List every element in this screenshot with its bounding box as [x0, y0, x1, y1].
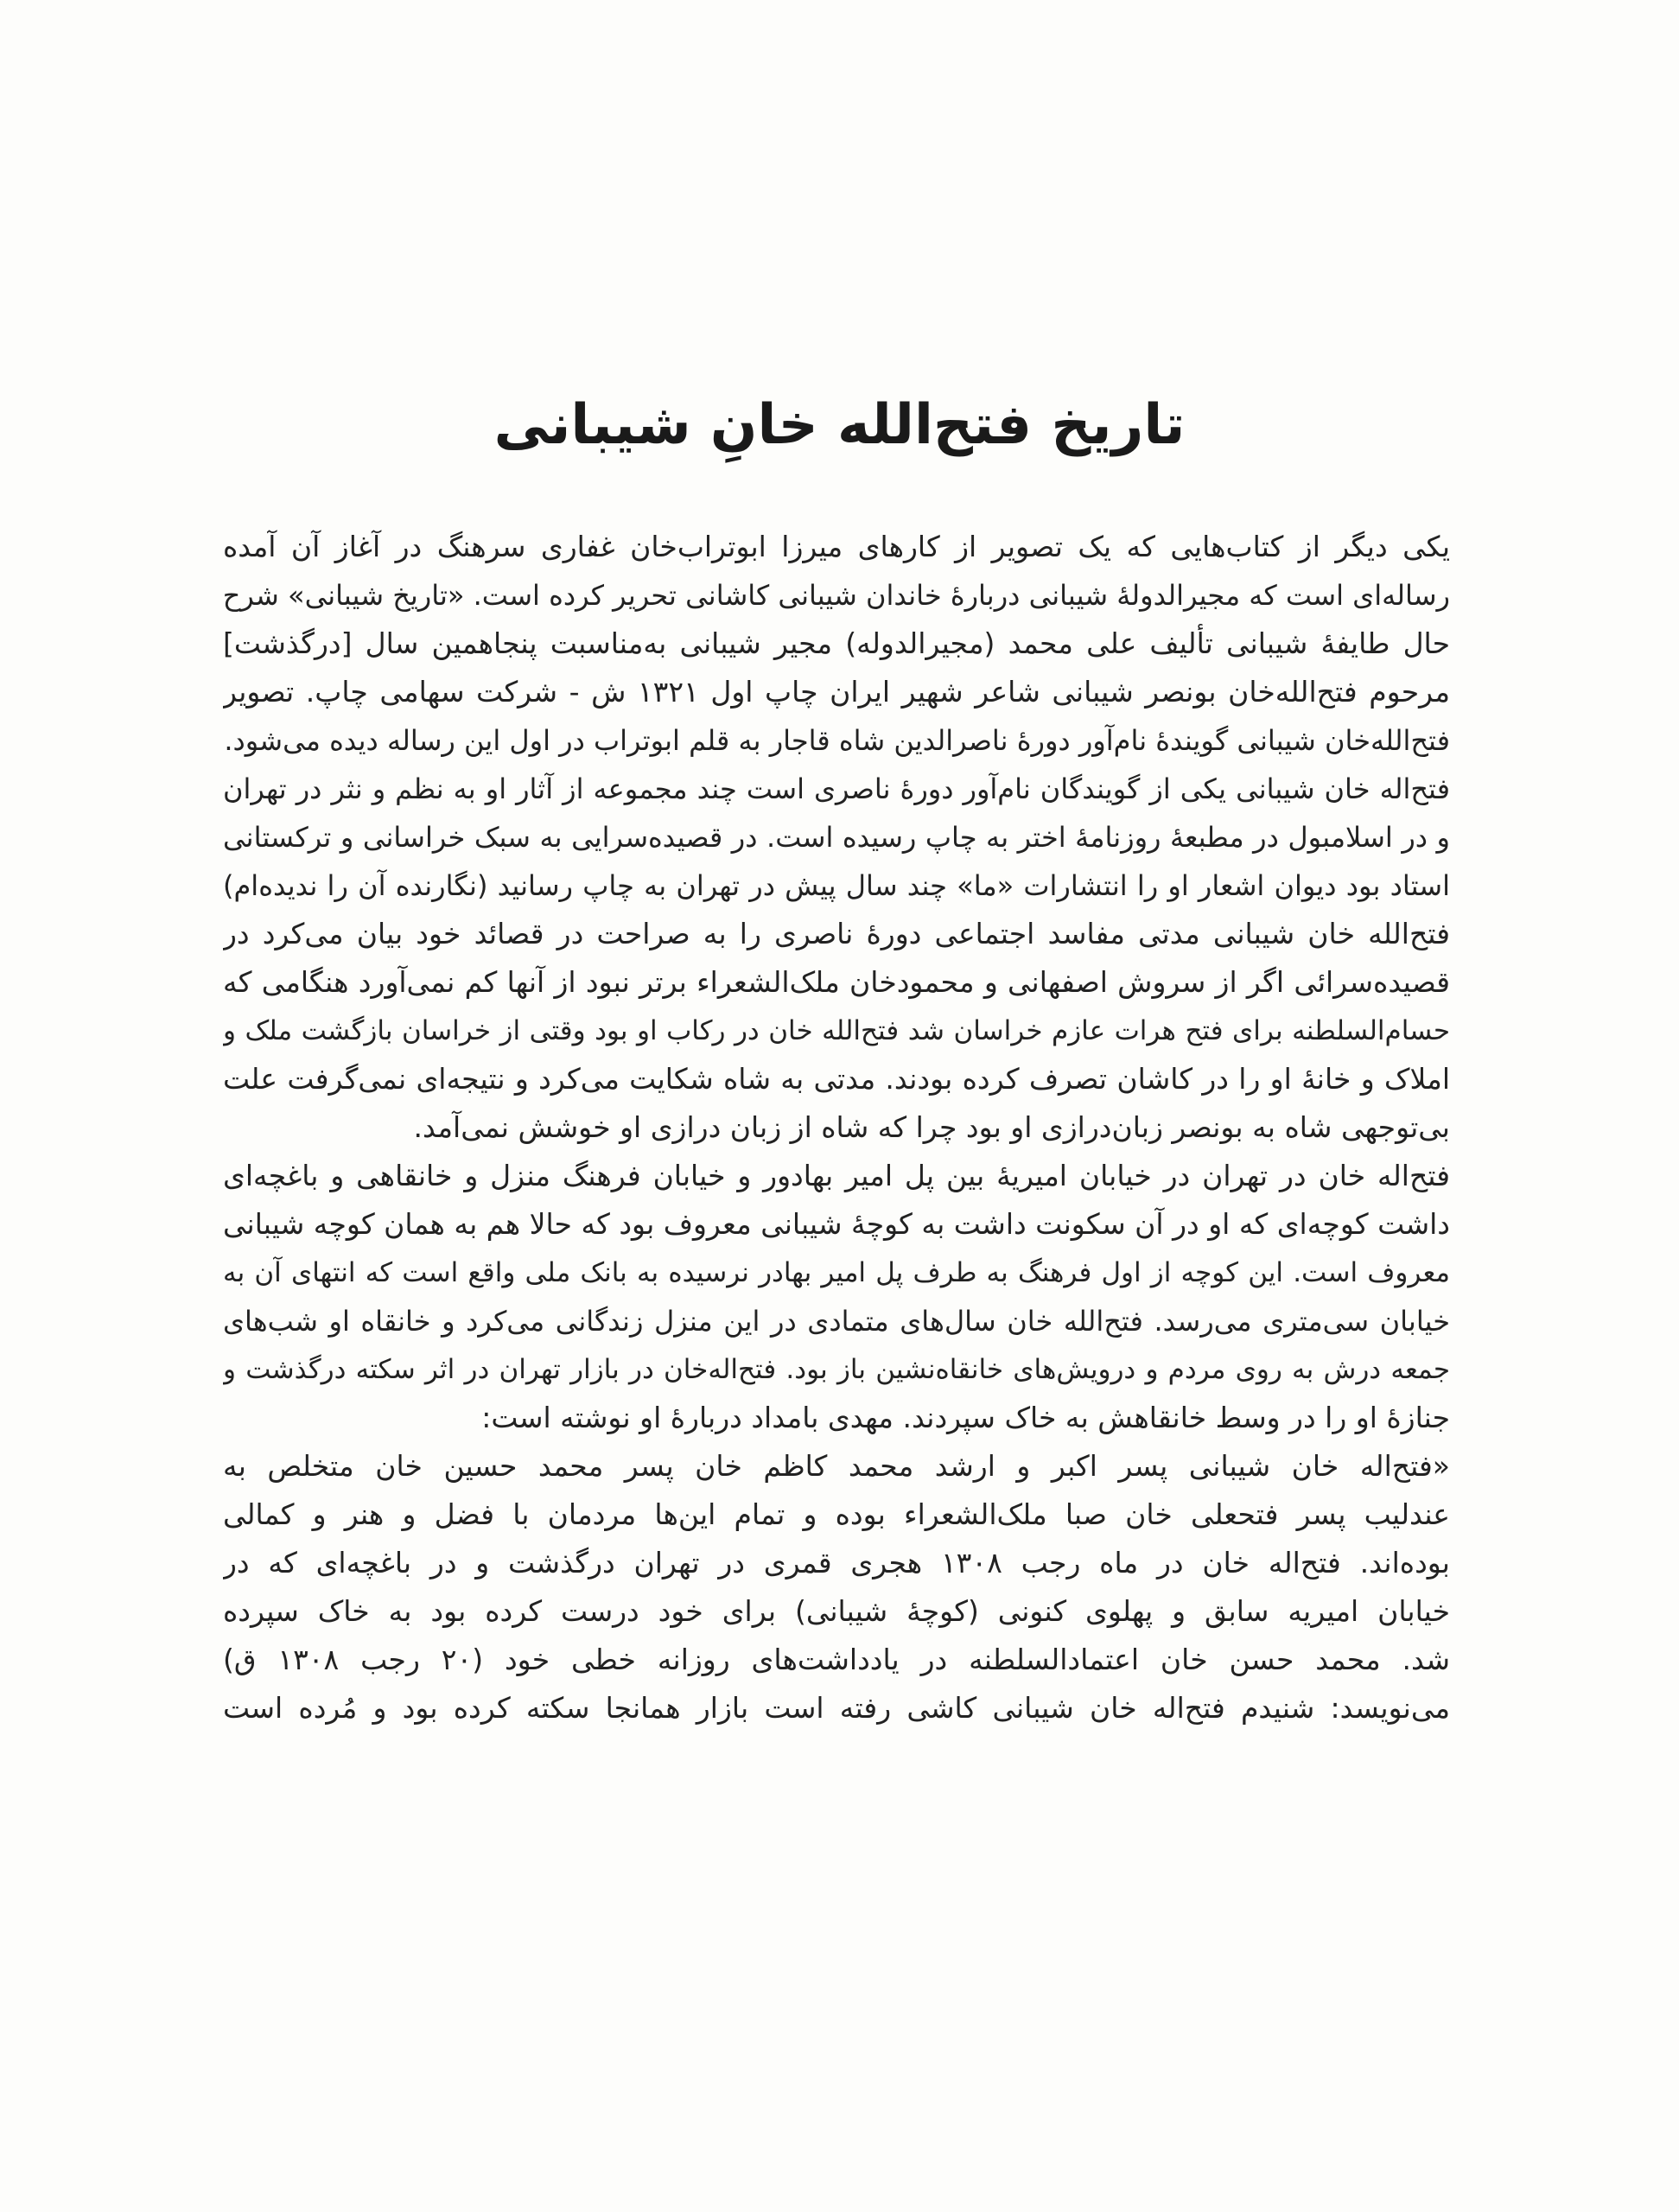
text-line: فتح‌الله‌خان شیبانی گویندهٔ نام‌آور دورهٔ ناصرالدین شاه قاجار به قلم ابوتراب در اول این رساله دیده می‌شود.: [224, 724, 1450, 757]
text-line: و در اسلامبول در مطبعهٔ روزنامهٔ اختر به چاپ رسیده است. در قصیده‌سرایی به سبک خراسانی و ترکستانی: [223, 821, 1450, 854]
text-line: می‌نویسد: شنیدم فتح‌اله خان شیبانی کاشی رفته است بازار همانجا سکته کرده بود و مُرده است: [223, 1691, 1450, 1725]
text-line: فتح‌اله خان در تهران در خیابان امیریهٔ بین پل امیر بهادور و خیابان فرهنگ منزل و خانقاهی و باغچه‌ای: [223, 1159, 1450, 1192]
text-line: مرحوم فتح‌الله‌خان بونصر شیبانی شاعر شهیر ایران چاپ اول ۱۳۲۱ ش - شرکت سهامی چاپ. تصویر: [223, 675, 1450, 709]
text-line: جمعه درش به روی مردم و درویش‌های خانقاه‌نشین باز بود. فتح‌اله‌خان در بازار تهران در اثر سکته درگذشت و: [223, 1354, 1450, 1385]
text-line: خیابان امیریه سابق و پهلوی کنونی (کوچهٔ شیبانی) برای خود درست کرده بود به خاک سپرده: [223, 1594, 1450, 1628]
text-line: جنازهٔ او را در وسط خانقاهش به خاک سپردند. مهدی بامداد دربارهٔ او نوشته است:: [481, 1401, 1450, 1434]
text-line: استاد بود دیوان اشعار او را انتشارات «ما» چند سال پیش در تهران به چاپ رسانید (نگارنده آن را ندیده‌ام): [223, 869, 1450, 902]
page-title: تاریخ فتح‌الله خانِ شیبانی: [493, 393, 1186, 457]
text-line: بی‌توجهی شاه به بونصر زبان‌درازی او بود چرا که شاه از زبان درازی او خوشش نمی‌آمد.: [413, 1110, 1450, 1144]
text-line: معروف است. این کوچه از اول فرهنگ به طرف پل امیر بهادر نرسیده به بانک ملی واقع است که انتهای آن به: [223, 1257, 1450, 1288]
text-line: قصیده‌سرائی اگر از سروش اصفهانی و محمودخان ملک‌الشعراء برتر نبود از آنها کم نمی‌آورد هنگامی که: [223, 965, 1450, 999]
text-line: عندلیب پسر فتحعلی خان صبا ملک‌الشعراء بوده و تمام این‌ها مردمان با فضل و هنر و کمالی: [223, 1497, 1450, 1531]
text-line: بوده‌اند. فتح‌اله خان در ماه رجب ۱۳۰۸ هجری قمری در تهران درگذشت و در باغچه‌ای که در: [223, 1546, 1450, 1580]
text-line: فتح‌الله خان شیبانی مدتی مفاسد اجتماعی دورهٔ ناصری را به صراحت در قصائد خود بیان می‌کرد در: [223, 917, 1450, 950]
text-line: «فتح‌اله خان شیبانی پسر اکبر و ارشد محمد کاظم خان پسر محمد حسین خان متخلص به: [223, 1449, 1450, 1483]
text-line: حسام‌السلطنه برای فتح هرات عازم خراسان شد فتح‌الله خان در رکاب او بود وقتی از خراسان بازگشت ملک و: [223, 1015, 1450, 1046]
body-text: [223, 523, 1450, 1732]
text-line: شد. محمد حسن خان اعتمادالسلطنه در یادداشت‌های روزانه خطی خود (۲۰ رجب ۱۳۰۸ ق): [223, 1643, 1450, 1676]
text-line: فتح‌اله خان شیبانی یکی از گویندگان نام‌آور دورهٔ ناصری است چند مجموعه از آثار او به نظم و نثر در تهران: [223, 772, 1450, 805]
text-line: رساله‌ای است که مجیرالدولهٔ شیبانی دربارهٔ خاندان شیبانی کاشانی تحریر کرده است. «تاریخ شیبانی» شرح: [223, 579, 1450, 612]
text-line: خیابان سی‌متری می‌رسد. فتح‌الله خان سال‌های متمادی در این منزل زندگانی می‌کرد و خانقاه او شب‌های: [223, 1305, 1450, 1338]
text-line: حال طایفهٔ شیبانی تألیف علی محمد (مجیرالدوله) مجیر شیبانی به‌مناسبت پنجاهمین سال [درگذشت]: [223, 626, 1450, 660]
text-line: داشت کوچه‌ای که او در آن سکونت داشت به کوچهٔ شیبانی معروف بود که حالا هم به همان کوچه شیبانی: [223, 1207, 1450, 1241]
text-line: یکی دیگر از کتاب‌هایی که یک تصویر از کارهای میرزا ابوتراب‌خان غفاری سرهنگ در آغاز آن آمده: [223, 530, 1450, 563]
text-line: املاک و خانهٔ او را در کاشان تصرف کرده بودند. مدتی به شاه شکایت می‌کرد و نتیجه‌ای نمی‌گرفت علت: [223, 1062, 1450, 1096]
